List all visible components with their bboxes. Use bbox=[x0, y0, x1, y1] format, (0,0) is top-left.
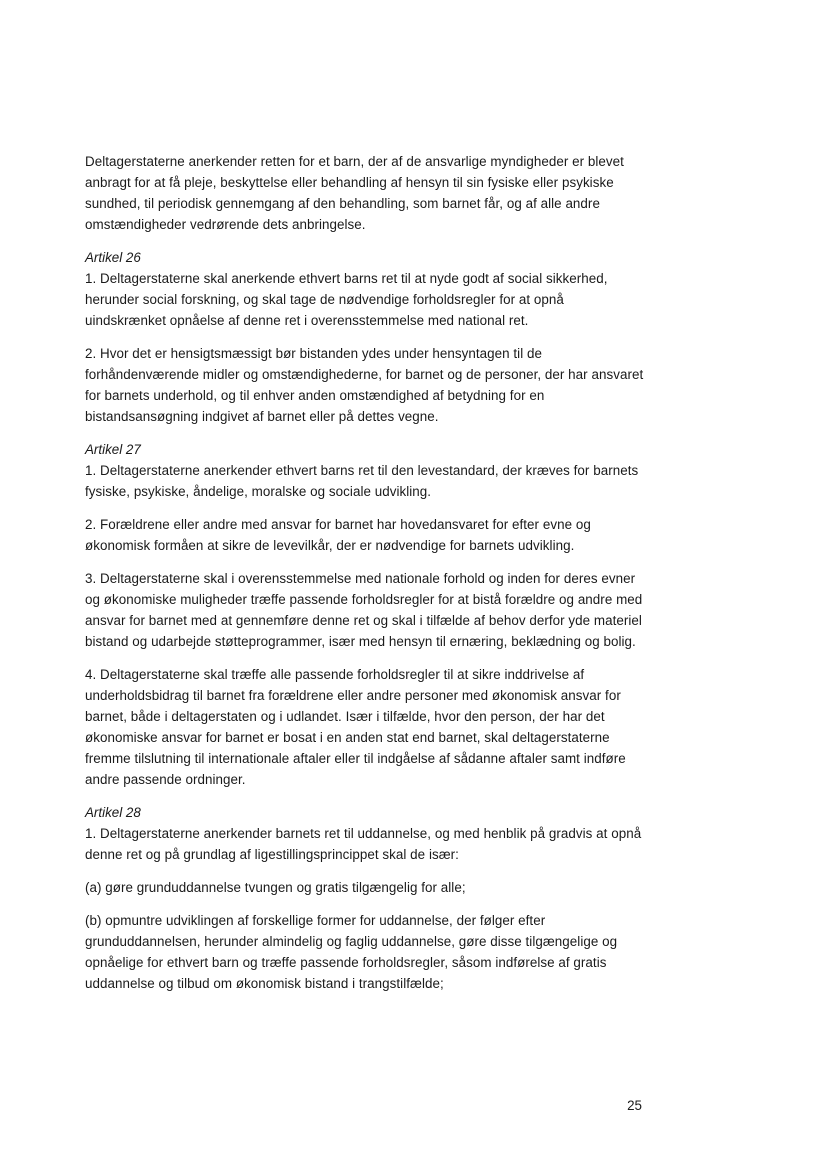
article-27 bbox=[85, 439, 645, 790]
document-body bbox=[85, 151, 645, 1006]
article-paragraph: 3. Deltagerstaterne skal i overensstemmelse med nationale forhold og inden for deres evner og økonomiske muligheder træffe passende forholdsregler for at bistå forældre og andre med ansvar for barnet med at gennemføre denne ret og skal i tilfælde af behov derfor yde materiel bistand og udarbejde støtteprogrammer, især med hensyn til ernæring, beklædning og bolig. bbox=[85, 571, 643, 649]
article-paragraph: 2. Forældrene eller andre med ansvar for barnet har hovedansvaret for efter evne og økonomisk formåen at sikre de levevilkår, der er nødvendige for barnets udvikling. bbox=[85, 517, 591, 553]
article-paragraph: 1. Deltagerstaterne anerkender barnets ret til uddannelse, og med henblik på gradvis at opnå denne ret og på grundlag af ligestillingsprincippet skal de især: bbox=[85, 826, 642, 862]
article-heading: Artikel 27 bbox=[85, 442, 141, 457]
article-paragraph: 1. Deltagerstaterne skal anerkende ethvert barns ret til at nyde godt af social sikkerhed, herunder social forskning, og skal tage de nødvendige forholdsregler for at opnå uindskrænket opnåelse af denne ret i overensstemmelse med national ret. bbox=[85, 271, 608, 328]
article-paragraph: 4. Deltagerstaterne skal træffe alle passende forholdsregler til at sikre inddrivelse af underholdsbidrag til barnet fra forældrene eller andre personer med økonomisk ansvar for barnet, både i deltagerstaten og i udlandet. Især i tilfælde, hvor den person, der har det økonomiske ansvar for barnet er bosat i en anden stat end barnet, skal deltagerstaterne fremme tilslutning til internationale aftaler eller til indgåelse af sådanne aftaler samt indføre andre passende ordninger. bbox=[85, 667, 626, 787]
article-heading: Artikel 26 bbox=[85, 250, 141, 265]
article-28 bbox=[85, 802, 645, 994]
article-paragraph: 1. Deltagerstaterne anerkender ethvert barns ret til den levestandard, der kræves for barnets fysiske, psykiske, åndelige, moralske og sociale udvikling. bbox=[85, 463, 639, 499]
page-number: 25 bbox=[627, 1098, 642, 1113]
intro-paragraph: Deltagerstaterne anerkender retten for et barn, der af de ansvarlige myndigheder er blevet anbragt for at få pleje, beskyttelse eller behandling af hensyn til sin fysiske eller psykiske sundhed, til periodisk gennemgang af den behandling, som barnet får, og af alle andre omstændigheder vedrørende dets anbringelse. bbox=[85, 154, 624, 232]
article-paragraph: 2. Hvor det er hensigtsmæssigt bør bistanden ydes under hensyntagen til de forhåndenværende midler og omstændighederne, for barnet og de personer, der har ansvaret for barnets underhold, og til enhver anden omstændighed af betydning for en bistandsansøgning indgivet af barnet eller på dettes vegne. bbox=[85, 346, 644, 424]
article-paragraph: (b) opmuntre udviklingen af forskellige former for uddannelse, der følger efter grunduddannelsen, herunder almindelig og faglig uddannelse, gøre disse tilgængelige og opnåelige for ethvert barn og træffe passende forholdsregler, såsom indførelse af gratis uddannelse og tilbud om økonomisk bistand i trangstilfælde; bbox=[85, 913, 618, 991]
article-paragraph: (a) gøre grunduddannelse tvungen og gratis tilgængelig for alle; bbox=[85, 880, 466, 895]
article-26 bbox=[85, 247, 645, 427]
article-heading: Artikel 28 bbox=[85, 805, 141, 820]
